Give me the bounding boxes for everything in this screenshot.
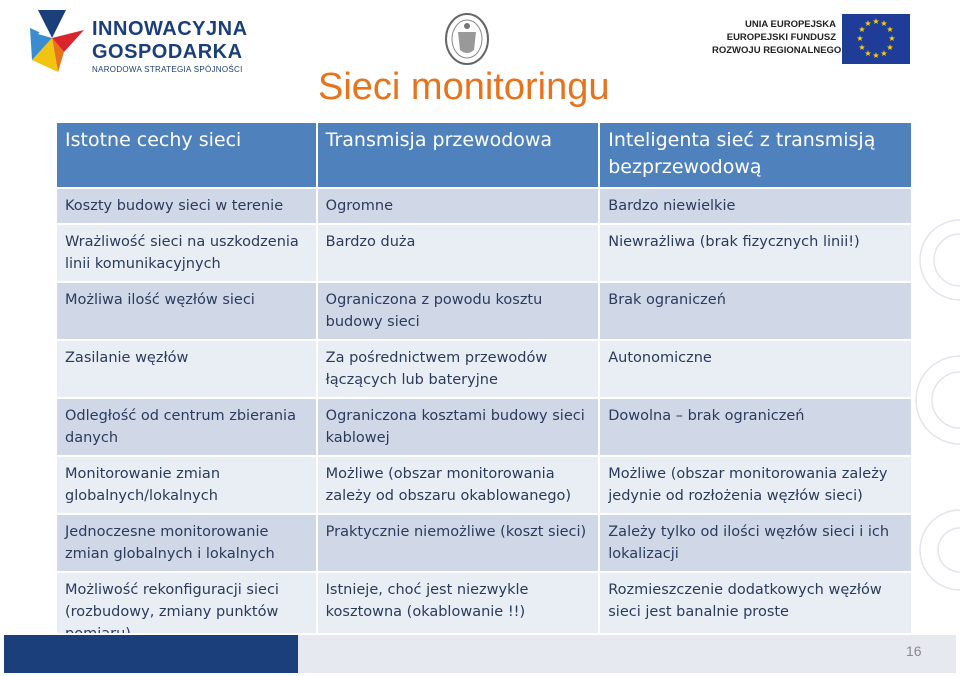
table-row xyxy=(57,283,913,341)
table-cell: Odległość od centrum zbierania danych xyxy=(57,399,318,457)
table-cell: Możliwa ilość węzłów sieci xyxy=(57,283,318,341)
table-cell: Autonomiczne xyxy=(600,341,913,399)
table-cell: Bardzo duża xyxy=(318,225,601,283)
logo-line-1: INNOWACYJNA xyxy=(92,18,248,40)
logo-line-2: GOSPODARKA xyxy=(92,41,243,63)
table-cell: Możliwość rekonfiguracji sieci (rozbudowy, zmiany punktów xyxy=(57,573,318,653)
table-cell: Praktycznie niemożliwe (koszt sieci) xyxy=(318,515,601,573)
svg-text:★: ★ xyxy=(864,19,872,28)
column-header: Transmisja przewodowa xyxy=(318,123,601,189)
eu-line-2: EUROPEJSKI FUNDUSZ xyxy=(726,32,836,43)
table-cell: Możliwe (obszar monitorowania zależy od obszaru okablowanego) xyxy=(318,457,601,515)
table-cell: Ograniczona z powodu kosztu budowy sieci xyxy=(318,283,601,341)
slide-title: Sieci monitoringu xyxy=(318,66,610,108)
table-cell: Koszty budowy sieci w terenie xyxy=(57,189,318,225)
table-row xyxy=(57,225,913,283)
table-row xyxy=(57,341,913,399)
eu-line-3: ROZWOJU REGIONALNEGO xyxy=(712,45,842,56)
table-row xyxy=(57,189,913,225)
footer-dark-block xyxy=(4,635,298,673)
svg-text:★: ★ xyxy=(858,43,866,52)
table-cell: Istnieje, choć jest niezwykle kosztowna (okablowanie !!) xyxy=(318,573,601,653)
comparison-table xyxy=(57,123,913,653)
table-cell: Niewrażliwa (brak fizycznych linii!) xyxy=(600,225,913,283)
table-cell: Monitorowanie zmian globalnych/lokalnych xyxy=(57,457,318,515)
eu-logo-text xyxy=(712,18,842,57)
svg-text:★: ★ xyxy=(856,34,864,43)
eu-flag-icon xyxy=(842,14,910,64)
table-row xyxy=(57,399,913,457)
footer-light-block xyxy=(298,635,956,673)
table-header-row xyxy=(57,123,913,189)
table-row xyxy=(57,515,913,573)
table-cell: Jednoczesne monitorowanie zmian globalnych i lokalnych xyxy=(57,515,318,573)
table-cell: Bardzo niewielkie xyxy=(600,189,913,225)
table-cell: Ogromne xyxy=(318,189,601,225)
table-cell: Zależy tylko od ilości węzłów sieci i ich lokalizacji xyxy=(600,515,913,573)
table-cell: Ograniczona kosztami budowy sieci kablowej xyxy=(318,399,601,457)
innowacyjna-gospodarka-logo xyxy=(28,8,248,76)
page-number: 16 xyxy=(906,643,922,659)
svg-text:★: ★ xyxy=(864,49,872,58)
svg-text:★: ★ xyxy=(880,49,888,58)
university-seal-icon xyxy=(444,12,490,66)
column-header: Inteligenta sieć z transmisją bezprzewodową xyxy=(600,123,913,189)
star-logo-icon xyxy=(28,8,86,74)
svg-text:★: ★ xyxy=(872,17,880,26)
svg-text:★: ★ xyxy=(886,43,894,52)
table-cell: Zasilanie węzłów xyxy=(57,341,318,399)
eu-line-1: UNIA EUROPEJSKA xyxy=(745,19,836,30)
logo-line-3: NARODOWA STRATEGIA SPÓJNOŚCI xyxy=(92,65,243,74)
table-cell: Za pośrednictwem przewodów łączących lub bateryjne xyxy=(318,341,601,399)
table-cell: Wrażliwość sieci na uszkodzenia linii komunikacyjnych xyxy=(57,225,318,283)
table-cell: Rozmieszczenie dodatkowych węzłów sieci jest banalnie proste xyxy=(600,573,913,653)
svg-text:★: ★ xyxy=(880,19,888,28)
table-row xyxy=(57,457,913,515)
table-cell: Możliwe (obszar monitorowania zależy jedynie od rozłożenia węzłów sieci) xyxy=(600,457,913,515)
svg-text:★: ★ xyxy=(886,25,894,34)
svg-text:★: ★ xyxy=(888,34,896,43)
svg-text:★: ★ xyxy=(858,25,866,34)
table-cell: Brak ograniczeń xyxy=(600,283,913,341)
svg-text:★: ★ xyxy=(872,51,880,60)
table-cell: Dowolna – brak ograniczeń xyxy=(600,399,913,457)
column-header: Istotne cechy sieci xyxy=(57,123,318,189)
